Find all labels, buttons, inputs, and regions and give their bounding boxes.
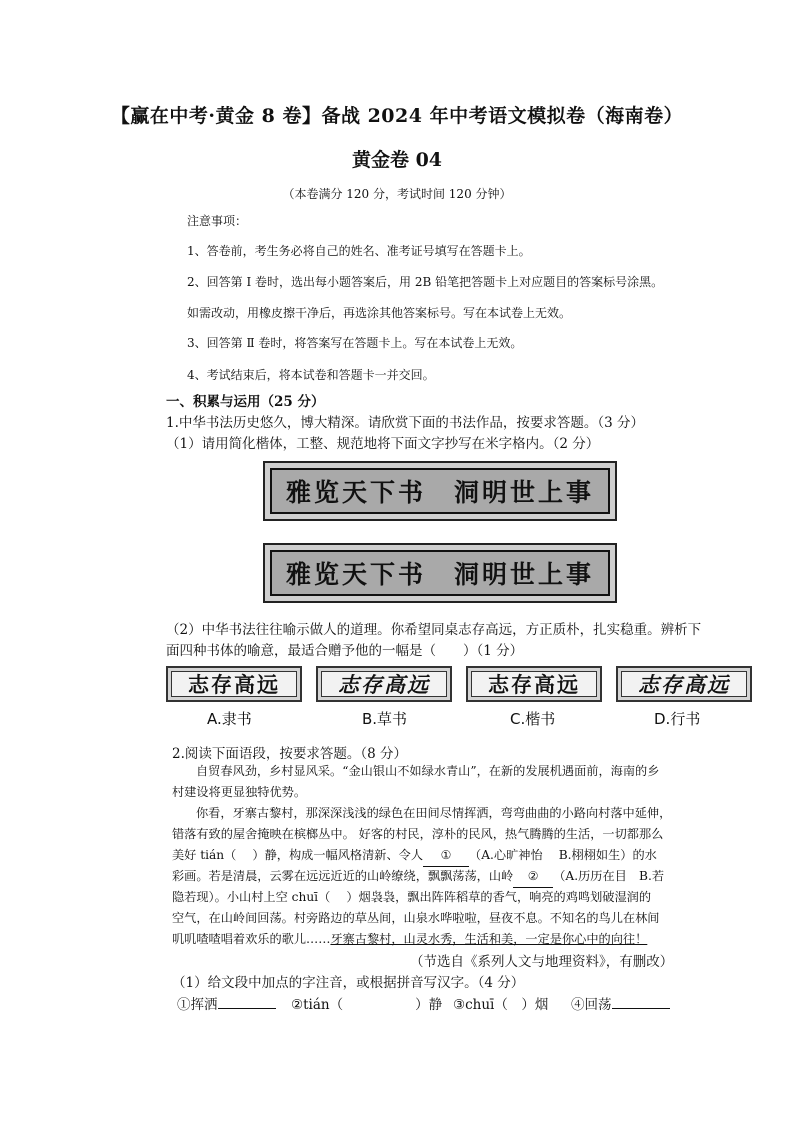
fill-item-3: ③chuī（ ）烟 <box>453 997 549 1013</box>
passage-line: 彩画。若是清晨，云雾在远远近近的山岭缭绕，飘飘荡荡，山岭 ② （A.历历在目 B.若 <box>172 866 664 888</box>
option-b: B.草书 <box>362 710 408 728</box>
calligraphy-left: 雅览天下书 <box>285 478 426 507</box>
script-sample-lishu: 志存高远 <box>166 666 302 702</box>
notice-item: 3、回答第 Ⅱ 卷时，将答案写在答题卡上。写在本试卷上无效。 <box>187 336 523 350</box>
blank-1: ① <box>423 845 469 867</box>
option-d: D.行书 <box>654 710 701 728</box>
fill-item-1: ①挥洒 <box>177 993 276 1013</box>
calligraphy-right: 洞明世上事 <box>453 560 594 589</box>
score-note: （本卷满分 120 分，考试时间 120 分钟） <box>282 187 512 201</box>
passage-line: 自贸春风劲，乡村显风采。“金山银山不如绿水青山”，在新的发展机遇面前，海南的乡 <box>196 764 660 778</box>
notice-item: 1、答卷前，考生务必将自己的姓名、准考证号填写在答题卡上。 <box>187 244 531 258</box>
paper-title: 【赢在中考·黄金 8 卷】备战 2024 年中考语文模拟卷（海南卷） <box>110 105 684 127</box>
notice-item: 2、回答第 Ⅰ 卷时，选出每小题答案后，用 2B 铅笔把答题卡上对应题目的答案标号涂黑。 <box>187 275 664 289</box>
answer-blank[interactable] <box>612 1008 670 1009</box>
question-1-sub2-line1: （2）中华书法往往喻示做人的道理。你希望同桌志存高远，方正质朴，扎实稳重。辨析下 <box>166 622 702 638</box>
passage-line: 隐若现）。小山村上空 chuī（ ）烟袅袅，飘出阵阵稻草的香气，响亮的鸡鸣划破湿润的 <box>172 890 652 904</box>
option-c: C.楷书 <box>510 710 556 728</box>
passage-line: 错落有致的屋舍掩映在槟榔丛中。 好客的村民，淳朴的民风，热气腾腾的生活，一切都那么 <box>172 827 664 841</box>
source-note: （节选自《系列人文与地理资料》，有删改） <box>410 954 674 970</box>
passage-line: 叽叽喳喳唱着欢乐的歌儿……牙寨古黎村，山灵水秀，生活和美，一定是你心中的向往！ <box>172 932 648 946</box>
underlined-sentence: 牙寨古黎村，山灵水秀，生活和美，一定是你心中的向往！ <box>330 932 648 946</box>
script-sample-kaishu: 志存高远 <box>466 666 602 702</box>
option-a: A.隶书 <box>207 710 252 728</box>
calligraphy-image-copy <box>263 543 617 603</box>
passage-line: 你看，牙寨古黎村，那深深浅浅的绿色在田间尽情挥洒，弯弯曲曲的小路向村落中延伸， <box>196 806 672 820</box>
question-1-sub2-line2: 面四种书体的喻意，最适合赠予他的一幅是（ ）（1 分） <box>166 643 524 659</box>
notice-item: 如需改动，用橡皮擦干净后，再选涂其他答案标号。写在本试卷上无效。 <box>187 306 572 320</box>
fill-item-4: ④回荡 <box>571 993 670 1013</box>
fill-item-2: ②tián（ ）静 <box>291 997 443 1013</box>
calligraphy-image <box>263 461 617 521</box>
passage-line: 村建设将更显独特优势。 <box>172 785 307 799</box>
answer-blank[interactable] <box>218 1008 276 1009</box>
script-sample-xingshu: 志存高远 <box>616 666 752 702</box>
question-2-stem: 2.阅读下面语段，按要求答题。（8 分） <box>172 746 408 762</box>
question-1-sub1: （1）请用简化楷体，工整、规范地将下面文字抄写在米字格内。（2 分） <box>166 436 600 452</box>
passage-line: 空气，在山岭间回荡。村旁路边的草丛间，山泉水哗啦啦，昼夜不息。不知名的鸟儿在林间 <box>172 911 660 925</box>
notice-item: 4、考试结束后，将本试卷和答题卡一并交回。 <box>187 368 435 382</box>
blank-2: ② <box>513 866 553 888</box>
notice-heading: 注意事项： <box>187 214 248 228</box>
calligraphy-right: 洞明世上事 <box>453 478 594 507</box>
script-sample-caoshu: 志存高远 <box>316 666 452 702</box>
section-heading: 一、积累与运用（25 分） <box>166 394 325 410</box>
paper-subtitle: 黄金卷 04 <box>351 149 443 171</box>
calligraphy-left: 雅览天下书 <box>285 560 426 589</box>
question-2-sub1: （1）给文段中加点的字注音，或根据拼音写汉字。（4 分） <box>172 975 525 991</box>
question-1-stem: 1.中华书法历史悠久，博大精深。请欣赏下面的书法作品，按要求答题。（3 分） <box>166 415 645 431</box>
passage-line: 美好 tián（ ）静，构成一幅风格清新、令人 ① （A.心旷神怡 B.栩栩如生）的水 <box>172 845 657 867</box>
